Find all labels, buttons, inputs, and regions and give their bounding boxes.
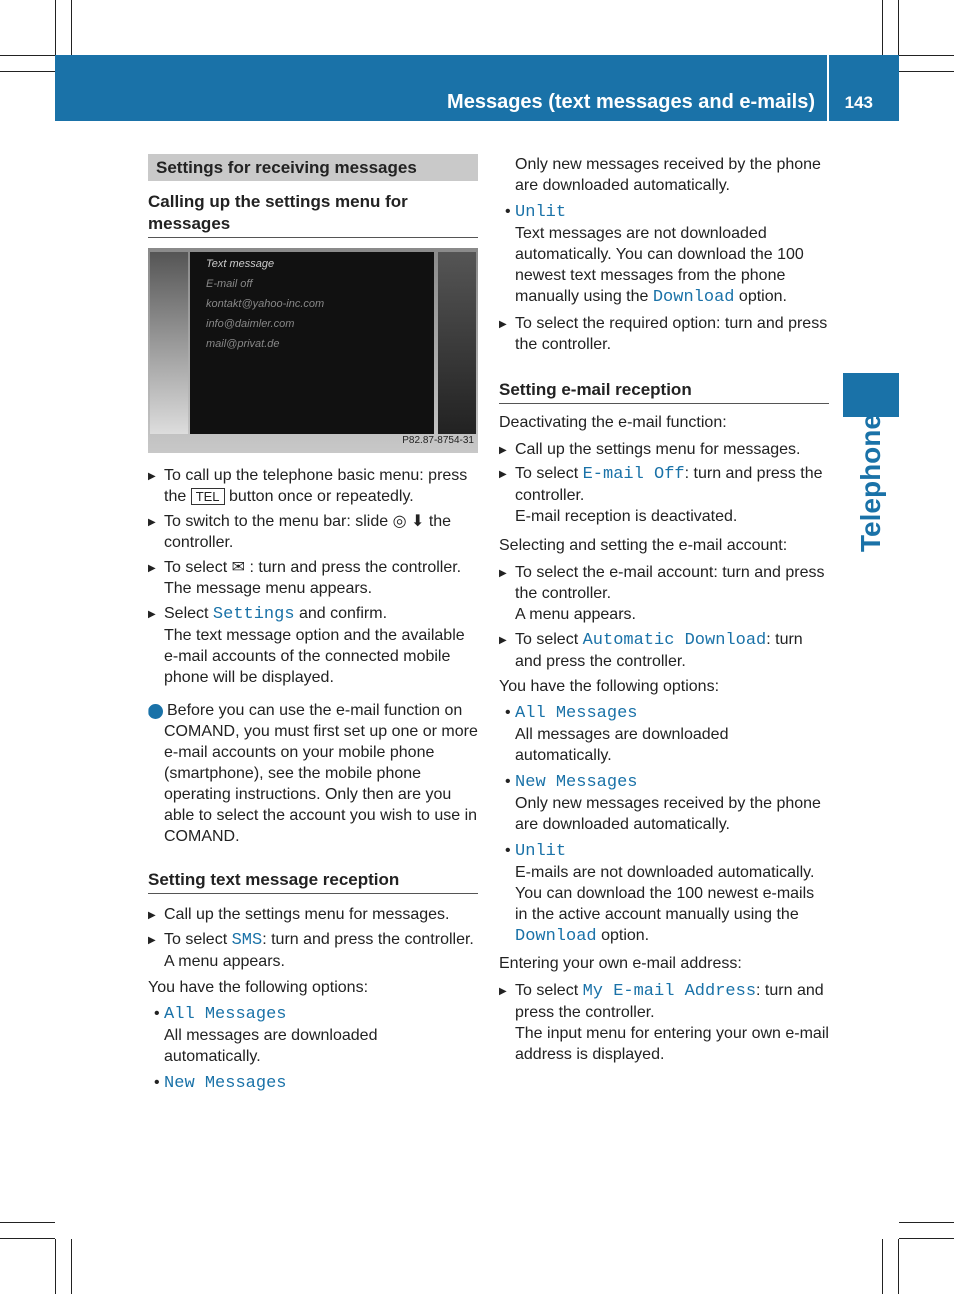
screen-left-panel bbox=[150, 252, 188, 434]
menu-code: All Messages bbox=[515, 704, 638, 723]
menu-code: Download bbox=[652, 288, 735, 307]
text: option. bbox=[596, 927, 650, 944]
chapter-tab bbox=[843, 373, 899, 417]
page-header bbox=[55, 55, 899, 121]
screen-item: Text message bbox=[206, 258, 275, 270]
text: To select bbox=[515, 465, 583, 482]
step bbox=[148, 511, 478, 553]
crop-mark bbox=[899, 1222, 954, 1223]
result-text: The text message option and the available e-mail accounts of the connected mobile phone will be displayed. bbox=[164, 627, 465, 686]
image-reference: P82.87-8754-31 bbox=[402, 435, 474, 446]
crop-mark bbox=[899, 55, 954, 56]
crop-mark bbox=[0, 1238, 55, 1239]
option-desc: Only new messages received by the phone are downloaded automatically. bbox=[515, 156, 821, 194]
crop-mark bbox=[55, 0, 56, 55]
text: : turn and press the controller. bbox=[515, 982, 824, 1021]
step: ▶ To select the required option: turn and press the controller. bbox=[499, 313, 829, 355]
menu-code: SMS bbox=[231, 931, 263, 950]
crop-mark bbox=[899, 1238, 954, 1239]
subheading-text-message: Setting text message reception bbox=[148, 869, 478, 894]
crop-mark bbox=[882, 1239, 883, 1294]
text: Text messages are not downloaded automatically. You can download the 100 newest text messages from the phone manually using the bbox=[515, 225, 804, 305]
menu-code: E-mail Off bbox=[582, 465, 685, 484]
menu-code: Automatic Download bbox=[582, 631, 767, 650]
option-desc: All messages are downloaded automatically. bbox=[164, 1027, 378, 1065]
text: : turn and press the controller. bbox=[245, 559, 462, 576]
page-number: 143 bbox=[844, 93, 873, 112]
result-text: E-mail reception is deactivated. bbox=[515, 508, 738, 525]
result-text: A menu appears. bbox=[515, 606, 636, 623]
option-desc: Only new messages received by the phone are downloaded automatically. bbox=[515, 795, 821, 833]
option-desc bbox=[499, 862, 829, 947]
text: : turn and press the controller. bbox=[262, 931, 474, 948]
text: To switch to the menu bar: slide bbox=[164, 513, 393, 530]
option: • New Messages bbox=[505, 773, 638, 792]
crop-mark bbox=[898, 0, 899, 55]
result-text: The input menu for entering your own e-mail address is displayed. bbox=[515, 1025, 829, 1063]
subheading-email: Setting e-mail reception bbox=[499, 379, 829, 404]
step: ▶ Call up the settings menu for messages. bbox=[499, 439, 829, 460]
text: To select bbox=[164, 559, 232, 576]
option: • All Messages bbox=[505, 704, 638, 723]
text: To call up the telephone basic menu: press the bbox=[164, 467, 468, 505]
page-title: Messages (text messages and e-mails) bbox=[447, 91, 815, 113]
subheading-settings-menu: Calling up the settings menu for messages bbox=[148, 191, 478, 238]
controller-slide-icon: ◎ ⬇ bbox=[392, 513, 425, 530]
paragraph: Selecting and setting the e-mail account: bbox=[499, 537, 788, 554]
note-text: Before you can use the e-mail function on COMAND, you must first set up one or more e-mail accounts on your mobile phone (smartphone), see the mobile phone operating instructions. Only then are you able to select the account you wish to use in COMAND. bbox=[164, 702, 478, 845]
crop-mark bbox=[55, 1239, 56, 1294]
text: the controller. bbox=[164, 513, 452, 551]
text: To select bbox=[164, 931, 232, 948]
option-desc: All messages are downloaded automatically. bbox=[515, 726, 729, 764]
paragraph: You have the following options: bbox=[499, 678, 720, 695]
envelope-icon: ✉ bbox=[231, 559, 245, 576]
step bbox=[499, 980, 829, 1023]
crop-mark bbox=[898, 1239, 899, 1294]
crop-mark bbox=[899, 71, 954, 72]
step: ▶ Call up the settings menu for messages. bbox=[148, 904, 478, 925]
paragraph: Entering your own e-mail address: bbox=[499, 955, 742, 972]
screen-item: E-mail off bbox=[206, 278, 253, 290]
screen-item: mail@privat.de bbox=[206, 338, 280, 350]
step bbox=[499, 629, 829, 672]
text: To select bbox=[515, 982, 583, 999]
section-title: Settings for receiving messages bbox=[148, 154, 478, 181]
crop-mark bbox=[0, 55, 55, 56]
result-text: A menu appears. bbox=[164, 953, 285, 970]
header-divider bbox=[827, 55, 829, 121]
paragraph: You have the following options: bbox=[148, 979, 369, 996]
step bbox=[499, 463, 829, 506]
paragraph: Deactivating the e-mail function: bbox=[499, 414, 727, 431]
crop-mark bbox=[882, 0, 883, 55]
text: : turn and press the controller. bbox=[515, 465, 823, 504]
option: • Unlit bbox=[505, 842, 567, 861]
step: ▶ To select the e-mail account: turn and press the controller. bbox=[499, 562, 829, 604]
menu-code: Unlit bbox=[515, 842, 567, 861]
info-note bbox=[145, 700, 478, 847]
screenshot-image bbox=[148, 248, 478, 453]
tel-key-icon: TEL bbox=[191, 488, 225, 505]
step bbox=[148, 603, 478, 625]
chapter-label: Telephone bbox=[855, 414, 886, 552]
option-desc bbox=[499, 223, 829, 308]
menu-code: Settings bbox=[212, 605, 295, 624]
right-column bbox=[499, 154, 829, 1065]
step bbox=[148, 465, 478, 507]
screen-right-panel bbox=[438, 252, 476, 434]
menu-code: All Messages bbox=[164, 1005, 287, 1024]
step bbox=[148, 929, 478, 951]
menu-code: My E-mail Address bbox=[582, 982, 757, 1001]
text: Select bbox=[164, 605, 213, 622]
menu-code: Download bbox=[515, 927, 597, 946]
text: and confirm. bbox=[294, 605, 388, 622]
result-text: The message menu appears. bbox=[164, 580, 373, 597]
text: : turn and press the controller. bbox=[515, 631, 803, 670]
option: • Unlit bbox=[505, 203, 567, 222]
crop-mark bbox=[71, 1239, 72, 1294]
text: To select bbox=[515, 631, 583, 648]
screen-item: info@daimler.com bbox=[206, 318, 295, 330]
option: • All Messages bbox=[154, 1005, 287, 1024]
info-icon: i bbox=[148, 704, 163, 719]
text: E-mails are not downloaded automatically. You can download the 100 newest e-mails in the active account manually using the bbox=[515, 864, 815, 923]
step bbox=[148, 557, 478, 578]
menu-code: New Messages bbox=[164, 1074, 287, 1093]
crop-mark bbox=[0, 1222, 55, 1223]
menu-code: New Messages bbox=[515, 773, 638, 792]
text: button once or repeatedly. bbox=[224, 488, 414, 505]
text: option. bbox=[734, 288, 787, 305]
crop-mark bbox=[71, 0, 72, 55]
option: • New Messages bbox=[154, 1074, 287, 1093]
screen-item: kontakt@yahoo-inc.com bbox=[206, 298, 325, 310]
left-column bbox=[145, 154, 478, 1094]
crop-mark bbox=[0, 71, 55, 72]
menu-code: Unlit bbox=[515, 203, 567, 222]
